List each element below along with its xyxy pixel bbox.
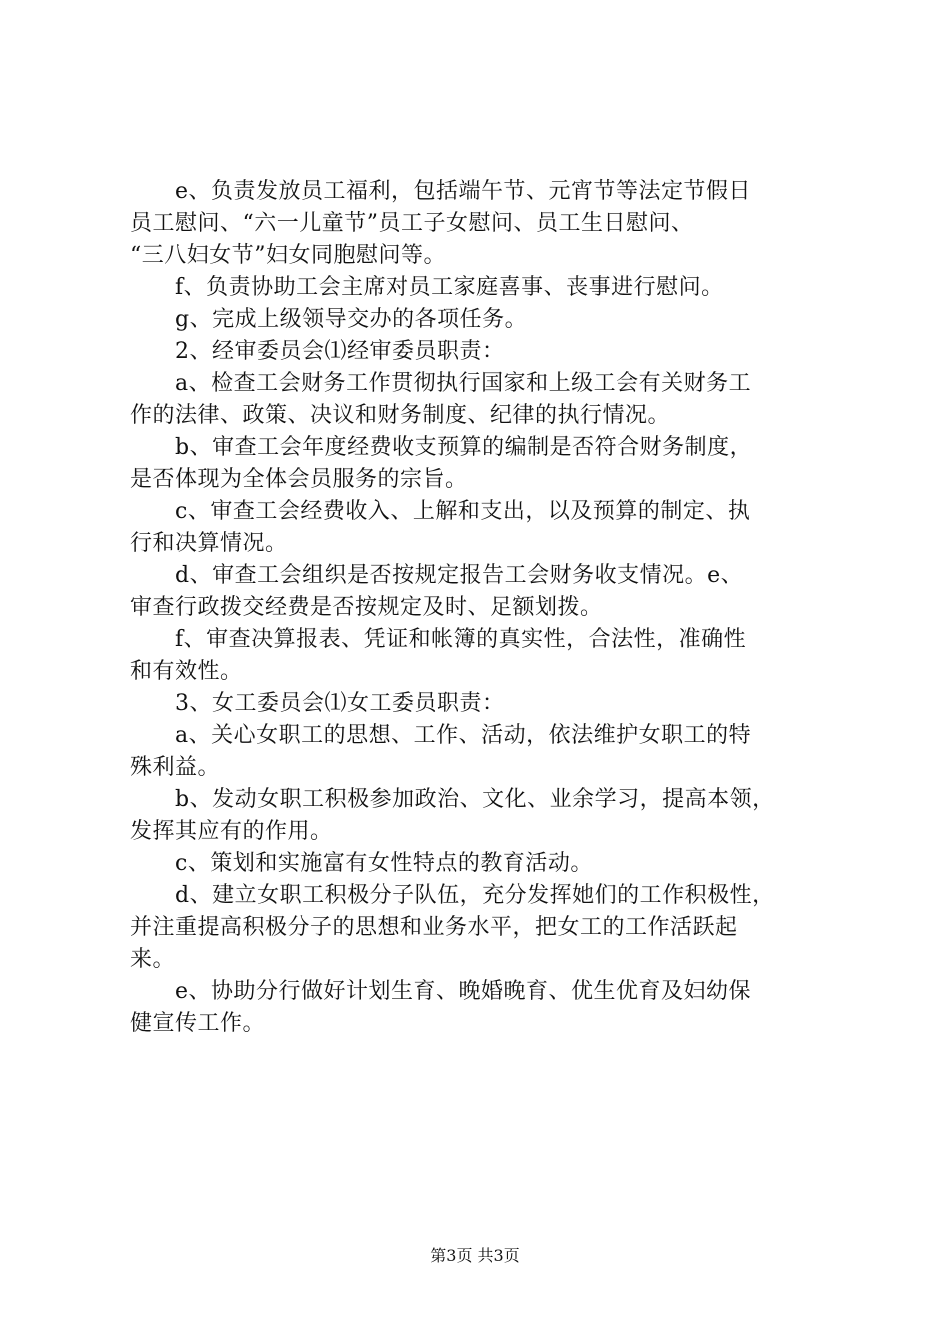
text-line: “三八妇女节”妇女同胞慰问等。 <box>130 243 446 268</box>
text-line: e、负责发放员工福利，包括端午节、元宵节等法定节假日 <box>130 179 752 204</box>
text-line: a、关心女职工的思想、工作、活动，依法维护女职工的特 <box>130 723 752 748</box>
text-line: 审查行政拨交经费是否按规定及时、足额划拨。 <box>130 595 603 620</box>
text-line: 殊利益。 <box>130 755 221 780</box>
text-line: 是否体现为全体会员服务的宗旨。 <box>130 467 468 492</box>
text-line: 并注重提高积极分子的思想和业务水平，把女工的工作活跃起 <box>130 915 738 940</box>
text-line: 员工慰问、“六一儿童节”员工子女慰问、员工生日慰问、 <box>130 211 694 236</box>
document-body <box>130 176 830 1040</box>
text-line: g、完成上级领导交办的各项任务。 <box>130 307 528 332</box>
text-line: b、发动女职工积极参加政治、文化、业余学习，提高本领， <box>130 787 775 812</box>
section-heading: 2、经审委员会⑴经审委员职责： <box>130 339 505 364</box>
text-line: c、审查工会经费收入、上解和支出，以及预算的制定、执 <box>130 499 751 524</box>
text-line: c、策划和实施富有女性特点的教育活动。 <box>130 851 593 876</box>
text-line: 和有效性。 <box>130 659 243 684</box>
text-line: d、审查工会组织是否按规定报告工会财务收支情况。e、 <box>130 563 744 588</box>
text-line: f、审查决算报表、凭证和帐簿的真实性，合法性，准确性 <box>130 627 747 652</box>
text-line: a、检查工会财务工作贯彻执行国家和上级工会有关财务工 <box>130 371 752 396</box>
section-heading: 3、女工委员会⑴女工委员职责： <box>130 691 505 716</box>
text-line: 发挥其应有的作用。 <box>130 819 333 844</box>
text-line: 行和决算情况。 <box>130 531 288 556</box>
text-line: f、负责协助工会主席对员工家庭喜事、丧事进行慰问。 <box>130 275 724 300</box>
page-number-footer: 第3页 共3页 <box>430 1246 520 1265</box>
text-line: e、协助分行做好计划生育、晚婚晚育、优生优育及妇幼保 <box>130 979 752 1004</box>
text-line: 来。 <box>130 947 176 972</box>
text-line: 作的法律、政策、决议和财务制度、纪律的执行情况。 <box>130 403 671 428</box>
text-line: 健宣传工作。 <box>130 1011 266 1036</box>
text-line: b、审查工会年度经费收支预算的编制是否符合财务制度， <box>130 435 753 460</box>
text-line: d、建立女职工积极分子队伍，充分发挥她们的工作积极性， <box>130 883 775 908</box>
